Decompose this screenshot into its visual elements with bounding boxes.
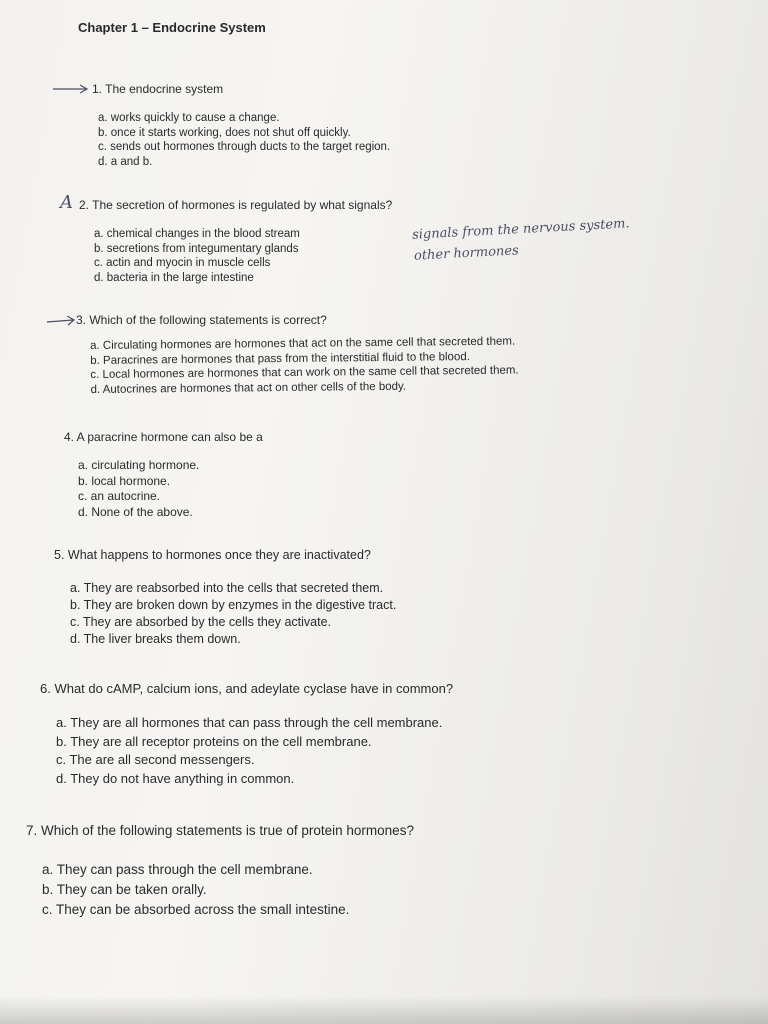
option-1c: c. sends out hormones through ducts to the target region. xyxy=(98,141,391,153)
option-3a: a. Circulating hormones are hormones that act on the same cell that secreted them. xyxy=(90,335,516,352)
answer-mark-a: A xyxy=(60,192,73,213)
option-5a: a. They are reabsorbed into the cells that secreted them. xyxy=(70,581,384,595)
question-7: 7. Which of the following statements is true of protein hormones? xyxy=(26,823,414,838)
option-2d: d. bacteria in the large intestine xyxy=(94,271,254,284)
question-5-options xyxy=(70,580,396,648)
question-3-options xyxy=(90,335,519,397)
arrow-mark-icon xyxy=(46,316,76,326)
option-7b: b. They can be taken orally. xyxy=(42,882,207,897)
option-5b: b. They are broken down by enzymes in the digestive tract. xyxy=(70,598,397,612)
option-6c: c. The are all second messengers. xyxy=(56,752,255,767)
option-5d: d. The liver breaks them down. xyxy=(70,632,241,646)
question-2: 2. The secretion of hormones is regulated by what signals? xyxy=(79,198,393,212)
question-6: 6. What do cAMP, calcium ions, and adeylate cyclase have in common? xyxy=(40,681,454,696)
option-3d: d. Autocrines are hormones that act on other cells of the body. xyxy=(90,380,407,396)
option-6b: b. They are all receptor proteins on the cell membrane. xyxy=(56,733,372,749)
option-6a: a. They are all hormones that can pass through the cell membrane. xyxy=(56,715,443,730)
option-1a: a. works quickly to cause a change. xyxy=(98,112,280,124)
option-4a: a. circulating hormone. xyxy=(78,458,200,472)
question-2-options xyxy=(94,227,300,285)
option-3b: b. Paracrines are hormones that pass from the interstitial fluid to the blood. xyxy=(90,350,470,367)
option-4d: d. None of the above. xyxy=(78,504,193,519)
question-4-options xyxy=(78,458,199,520)
option-4c: c. an autocrine. xyxy=(78,489,161,503)
arrow-mark-icon xyxy=(52,84,90,94)
question-3: 3. Which of the following statements is correct? xyxy=(76,313,327,327)
question-1: 1. The endocrine system xyxy=(92,82,224,96)
option-7a: a. They can pass through the cell membrane. xyxy=(42,862,313,877)
option-6d: d. They do not have anything in common. xyxy=(56,770,295,786)
option-1d: d. a and b. xyxy=(98,155,153,168)
option-3c: c. Local hormones are hormones that can work on the same cell that secreted them. xyxy=(90,364,519,381)
option-2c: c. actin and myocin in muscle cells xyxy=(94,257,271,269)
option-1b: b. once it starts working, does not shut off quickly. xyxy=(98,126,351,139)
page-title: Chapter 1 – Endocrine System xyxy=(78,20,266,35)
question-7-options xyxy=(42,860,349,920)
option-2b: b. secretions from integumentary glands xyxy=(94,242,299,255)
page-edge-shadow xyxy=(0,996,768,1024)
option-7c: c. They can be absorbed across the small intestine. xyxy=(42,902,350,917)
handwritten-note-line-2: other hormones xyxy=(413,243,520,264)
handwritten-note-line-1: signals from the nervous system. xyxy=(411,216,630,243)
option-4b: b. local hormone. xyxy=(78,473,171,488)
question-1-options xyxy=(98,111,390,169)
option-5c: c. They are absorbed by the cells they activate. xyxy=(70,615,332,629)
question-5: 5. What happens to hormones once they are inactivated? xyxy=(54,548,371,562)
question-6-options xyxy=(56,714,442,788)
option-2a: a. chemical changes in the blood stream xyxy=(94,228,300,240)
question-4: 4. A paracrine hormone can also be a xyxy=(64,430,263,444)
